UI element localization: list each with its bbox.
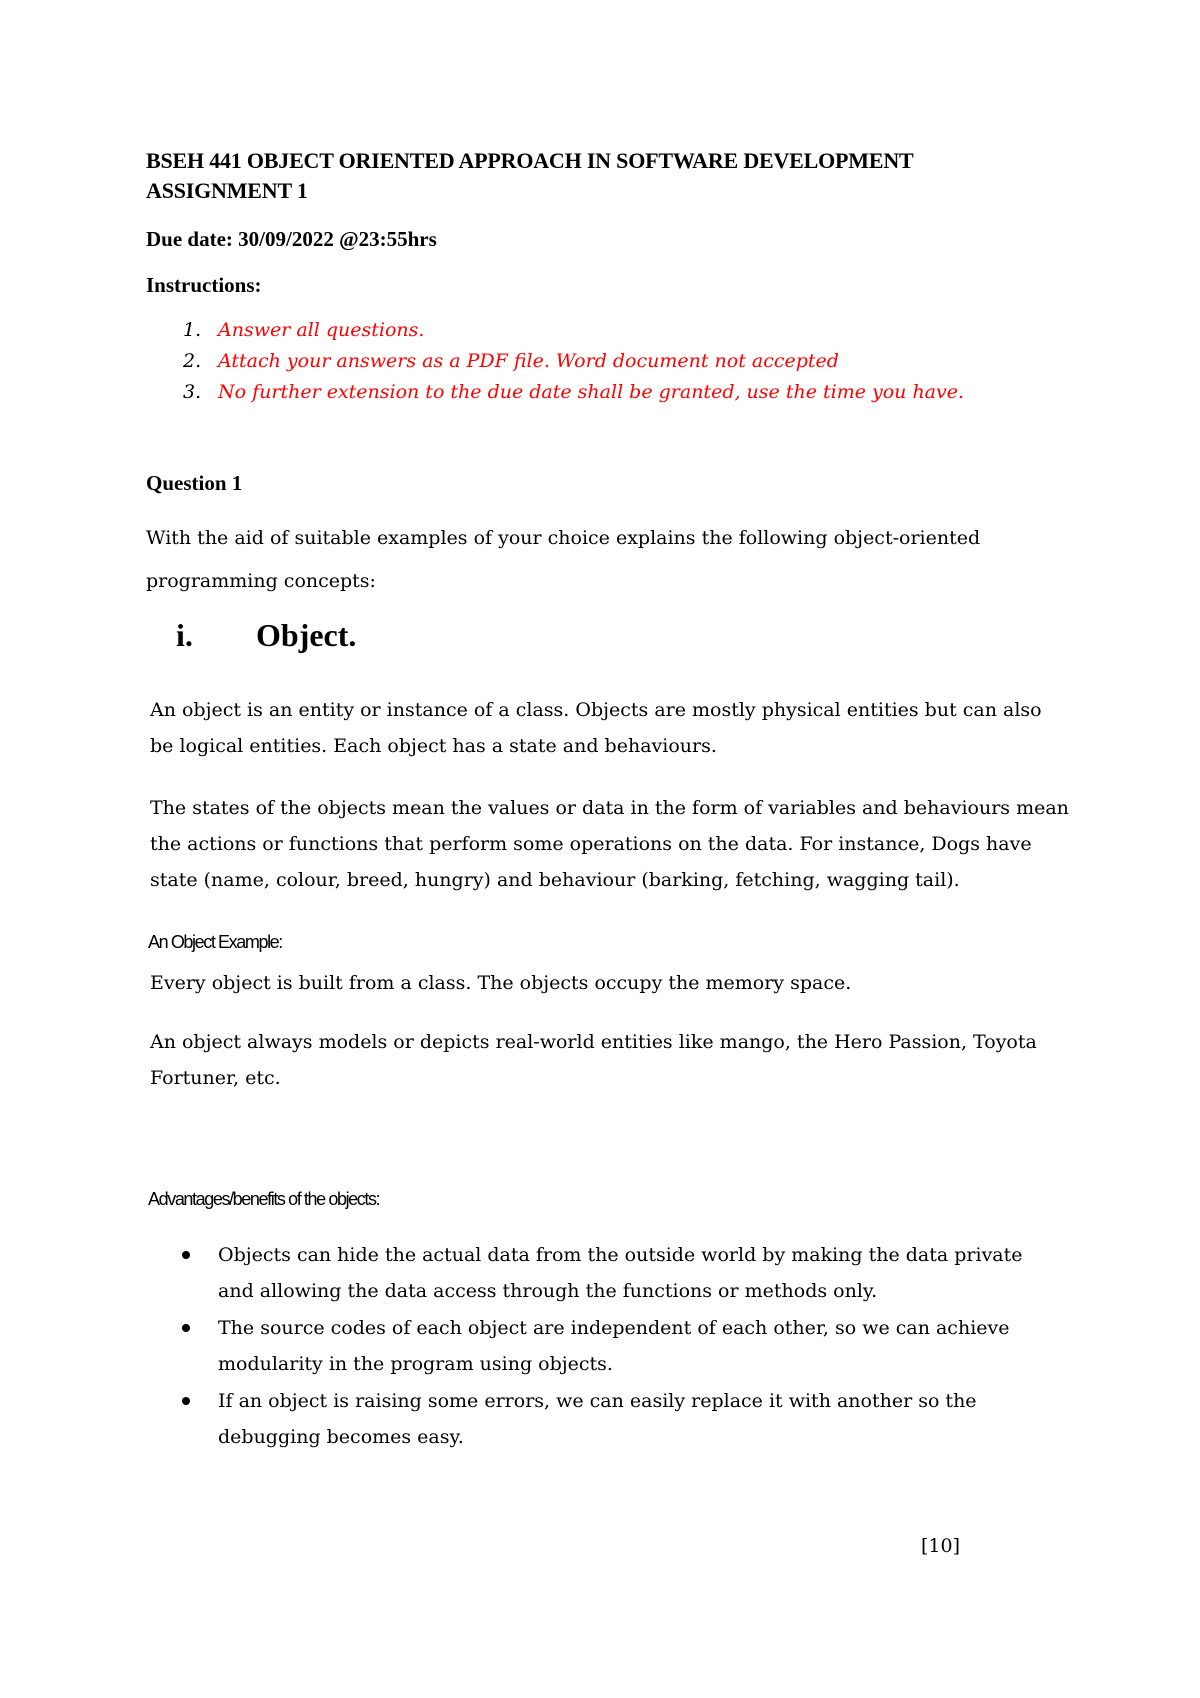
list-item xyxy=(173,1237,1053,1309)
question-heading: Question 1 xyxy=(146,471,243,495)
advantages-label: Advantages/benefits of the objects: xyxy=(148,1189,380,1209)
instructions-heading: Instructions: xyxy=(146,273,262,297)
bullet-icon xyxy=(182,1324,190,1332)
section-numeral: i. xyxy=(176,617,193,653)
advantage-text: If an object is raising some errors, we can easily replace it with another so the debugging becomes easy. xyxy=(218,1390,977,1448)
due-date: Due date: 30/09/2022 @23:55hrs xyxy=(146,227,437,251)
instruction-number: 2. xyxy=(183,350,202,372)
section-title: Object. xyxy=(256,617,357,653)
instruction-number: 3. xyxy=(183,381,202,403)
question-text: With the aid of suitable examples of your choice explains the following object-oriented programming concepts: xyxy=(146,527,981,592)
section-heading xyxy=(176,615,356,655)
instruction-item xyxy=(146,315,964,346)
instructions-list xyxy=(146,315,964,408)
bullet-icon xyxy=(182,1251,190,1259)
example-label: An Object Example: xyxy=(148,932,282,952)
instruction-text: No further extension to the due date shall be granted, use the time you have. xyxy=(218,381,965,403)
assignment-title: BSEH 441 OBJECT ORIENTED APPROACH IN SOFTWARE DEVELOPMENT ASSIGNMENT 1 xyxy=(146,148,914,203)
list-item xyxy=(173,1383,1053,1455)
instruction-item xyxy=(146,346,964,377)
paragraph-object-class: Every object is built from a class. The objects occupy the memory space. xyxy=(150,972,852,994)
list-item xyxy=(173,1310,1053,1382)
advantage-text: The source codes of each object are independent of each other, so we can achieve modularity in the program using objects. xyxy=(218,1317,1010,1375)
marks-allocation: [10] xyxy=(921,1535,961,1557)
instruction-text: Answer all questions. xyxy=(218,319,425,341)
paragraph-object-definition: An object is an entity or instance of a class. Objects are mostly physical entities but can also be logical entities. Each object has a state and behaviours. xyxy=(150,699,1042,757)
instruction-number: 1. xyxy=(183,319,202,341)
paragraph-object-real-world: An object always models or depicts real-world entities like mango, the Hero Passion, Toyota Fortuner, etc. xyxy=(150,1031,1037,1089)
advantages-list xyxy=(173,1237,1053,1456)
paragraph-object-state: The states of the objects mean the values or data in the form of variables and behaviours mean the actions or functions that perform some operations on the data. For instance, Dogs have state (name, colour, breed, hungry) and behaviour (barking, fetching, wagging tail). xyxy=(150,797,1069,891)
instruction-text: Attach your answers as a PDF file. Word document not accepted xyxy=(218,350,839,372)
bullet-icon xyxy=(182,1397,190,1405)
instruction-item xyxy=(146,377,964,408)
advantage-text: Objects can hide the actual data from the outside world by making the data private and allowing the data access through the functions or methods only. xyxy=(218,1244,1023,1302)
